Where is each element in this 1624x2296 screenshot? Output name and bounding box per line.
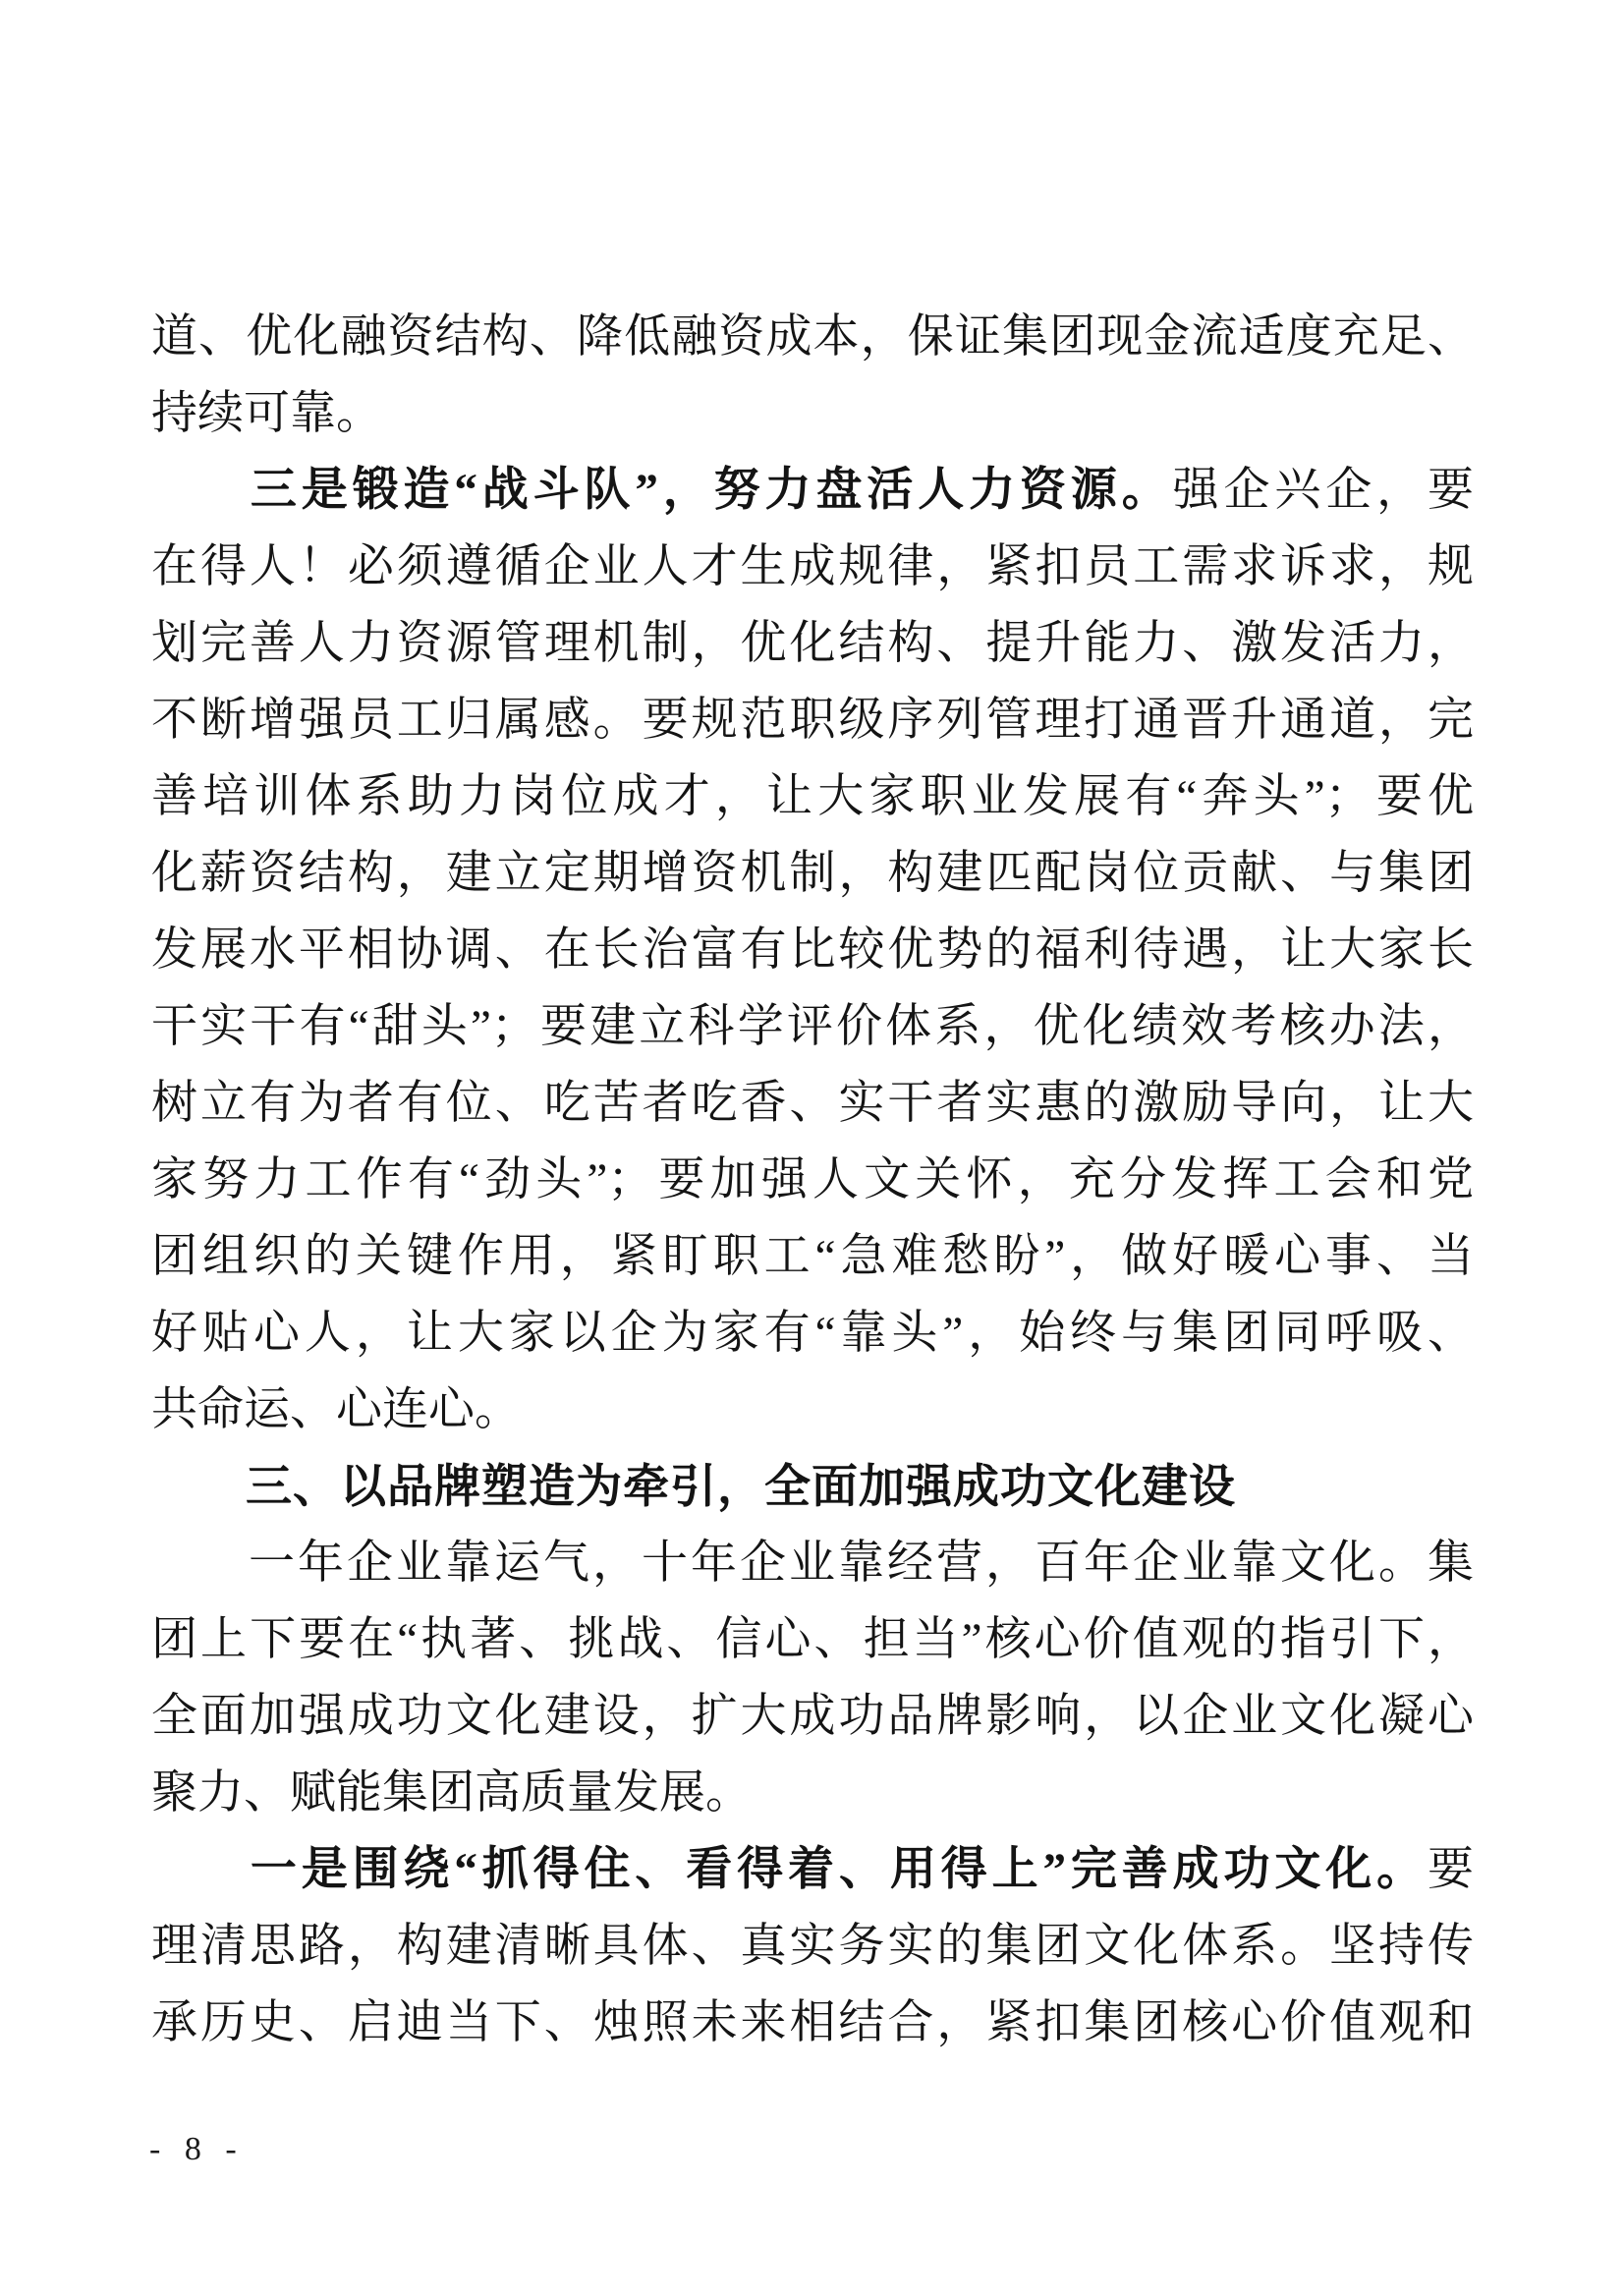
text-line: [151, 529, 1474, 605]
text-line: [151, 1142, 1474, 1218]
body-text: 道、优化融资结构、降低融资成本，保证集团现金流适度充足、: [151, 311, 1474, 363]
text-line: [151, 988, 1474, 1065]
body-text: 树立有为者有位、吃苦者吃香、实干者实惠的激励导向，让大: [151, 1078, 1474, 1129]
body-text: 理清思路，构建清晰具体、真实务实的集团文化体系。坚持传: [151, 1921, 1474, 1972]
body-text: 强企兴企，要: [1172, 465, 1475, 516]
body-text: 要: [1428, 1844, 1474, 1895]
text-line: [151, 1908, 1474, 1985]
text-line: [151, 682, 1474, 758]
body-text: 好贴心人，让大家以企为家有“靠头”，始终与集团同呼吸、: [151, 1308, 1474, 1359]
body-text: 一年企业靠运气，十年企业靠经营，百年企业靠文化。集: [246, 1538, 1474, 1589]
text-line: [151, 605, 1474, 682]
page-number: - 8 -: [149, 2131, 245, 2167]
text-line: [151, 375, 1474, 452]
text-line: [151, 912, 1474, 988]
body-text: 承历史、启迪当下、烛照未来相结合，紧扣集团核心价值观和: [151, 1997, 1474, 2048]
body-text: 团组织的关键作用，紧盯职工“急难愁盼”，做好暖心事、当: [151, 1231, 1474, 1282]
text-line: [151, 1295, 1474, 1372]
body-text: 发展水平相协调、在长治富有比较优势的福利待遇，让大家长: [151, 924, 1474, 976]
body-text: 持续可靠。: [151, 388, 382, 439]
body-text: 全面加强成功文化建设，扩大成功品牌影响，以企业文化凝心: [151, 1691, 1474, 1742]
body-text: 共命运、心连心。: [151, 1384, 521, 1435]
text-line: [151, 1372, 1474, 1448]
body-text: 聚力、赋能集团高质量发展。: [151, 1767, 752, 1819]
text-line: [151, 1525, 1474, 1601]
text-line: [151, 1831, 1474, 1908]
text-line: [151, 452, 1474, 529]
body-text: 团上下要在“执著、挑战、信心、担当”核心价值观的指引下，: [151, 1614, 1474, 1665]
text-line: [151, 758, 1474, 835]
text-line: [151, 1065, 1474, 1142]
text-line: [151, 1678, 1474, 1755]
section-heading: [151, 1448, 1474, 1525]
body-text: 在得人！必须遵循企业人才生成规律，紧扣员工需求诉求，规: [151, 541, 1474, 592]
document-body: [151, 299, 1474, 2061]
body-text: 化薪资结构，建立定期增资机制，构建匹配岗位贡献、与集团: [151, 848, 1474, 899]
text-line: [151, 299, 1474, 375]
emphasis-text: 一是围绕“抓得住、看得着、用得上”完善成功文化。: [246, 1844, 1428, 1895]
emphasis-text: 三是锻造“战斗队”，努力盘活人力资源。: [246, 465, 1173, 516]
text-line: [151, 1985, 1474, 2061]
emphasis-text: 三、以品牌塑造为牵引，全面加强成功文化建设: [246, 1460, 1236, 1512]
text-line: [151, 1755, 1474, 1831]
body-text: 划完善人力资源管理机制，优化结构、提升能力、激发活力，: [151, 618, 1474, 669]
text-line: [151, 1601, 1474, 1678]
body-text: 干实干有“甜头”；要建立科学评价体系，优化绩效考核办法，: [151, 1001, 1474, 1052]
text-line: [151, 835, 1474, 912]
text-line: [151, 1218, 1474, 1295]
body-text: 不断增强员工归属感。要规范职级序列管理打通晋升通道，完: [151, 695, 1474, 746]
body-text: 善培训体系助力岗位成才，让大家职业发展有“奔头”；要优: [151, 771, 1474, 822]
body-text: 家努力工作有“劲头”；要加强人文关怀，充分发挥工会和党: [151, 1154, 1474, 1205]
